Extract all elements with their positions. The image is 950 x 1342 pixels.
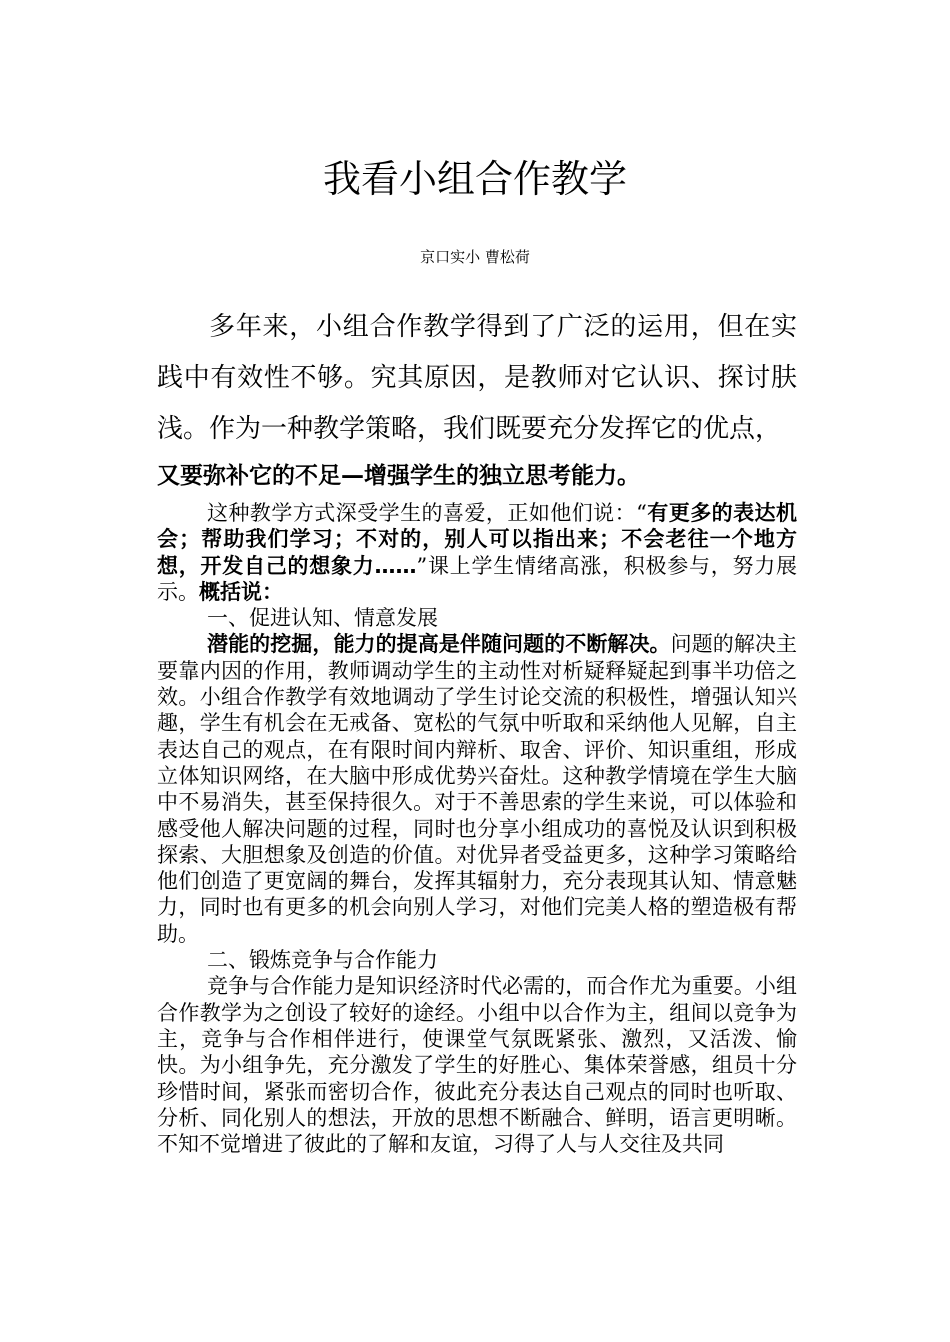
paragraph-student-feedback — [157, 500, 797, 605]
feedback-intro: 这种教学方式深受学生的喜爱，正如他们说：“ — [207, 501, 647, 525]
paragraph-cognition — [157, 631, 797, 947]
paragraph-cooperation: 竞争与合作能力是知识经济时代必需的，而合作尤为重要。小组合作教学为之创设了较好的途经。小组中以合作为主，组间以竞争为主，竞争与合作相伴进行，使课堂气氛既紧张、激烈，又活泼、愉快。为小组争先，充分激发了学生的好胜心、集体荣誉感，组员十分珍惜时间，紧张而密切合作，彼此充分表达自己观点的同时也听取、分析、同化别人的想法，开放的思想不断融合、鲜明，语言更明晰。不知不觉增进了彼此的了解和友谊，习得了人与人交往及共同 — [157, 974, 797, 1157]
section-heading-1: 一、促进认知、情意发展 — [207, 606, 438, 631]
lead-paragraph: 多年来，小组合作教学得到了广泛的运用，但在实践中有效性不够。究其原因，是教师对它认识、探讨肤浅。作为一种教学策略，我们既要充分发挥它的优点， — [157, 312, 797, 444]
section-heading-2: 二、锻炼竞争与合作能力 — [207, 948, 438, 973]
cognition-text: 问题的解决主要靠内因的作用，教师调动学生的主动性对析疑释疑起到事半功倍之效。小组合作教学有效地调动了学生讨论交流的积极性，增强认知兴趣，学生有机会在无戒备、宽松的气氛中听取和采纳他人见解，自主表达自己的观点，在有限时间内辩析、取舍、评价、知识重组，形成立体知识网络，在大脑中形成优势兴奋灶。这种教学情境在学生大脑中不易消失，甚至保持很久。对于不善思索的学生来说，可以体验和感受他人解决问题的过程，同时也分享小组成功的喜悦及认识到积极探索、大胆想象及创造的价值。对优异者受益更多，这种学习策略给他们创造了更宽阔的舞台，发挥其辐射力，充分表现其认知、情意魅力，同时也有更多的机会向别人学习，对他们完美人格的塑造极有帮助。 — [157, 632, 798, 946]
key-sentence: 潜能的挖掘，能力的提高是伴随问题的不断解决。 — [207, 632, 671, 657]
summary-label: 概括说： — [199, 579, 283, 604]
feedback-result: ”课上学生情绪高涨，积极参与，努力展示。 — [157, 553, 798, 604]
body-text — [157, 500, 797, 1157]
lead-emphasis: 又要弥补它的不足—增强学生的独立思考能力。 — [157, 463, 640, 489]
student-quote: 有更多的表达机会；帮助我们学习；不对的，别人可以指出来；不会老往一个地方想，开发自己的想象力…… — [157, 501, 798, 578]
page-title: 我看小组合作教学 — [322, 157, 627, 202]
author-line: 京口实小 曹松荷 — [420, 248, 530, 266]
